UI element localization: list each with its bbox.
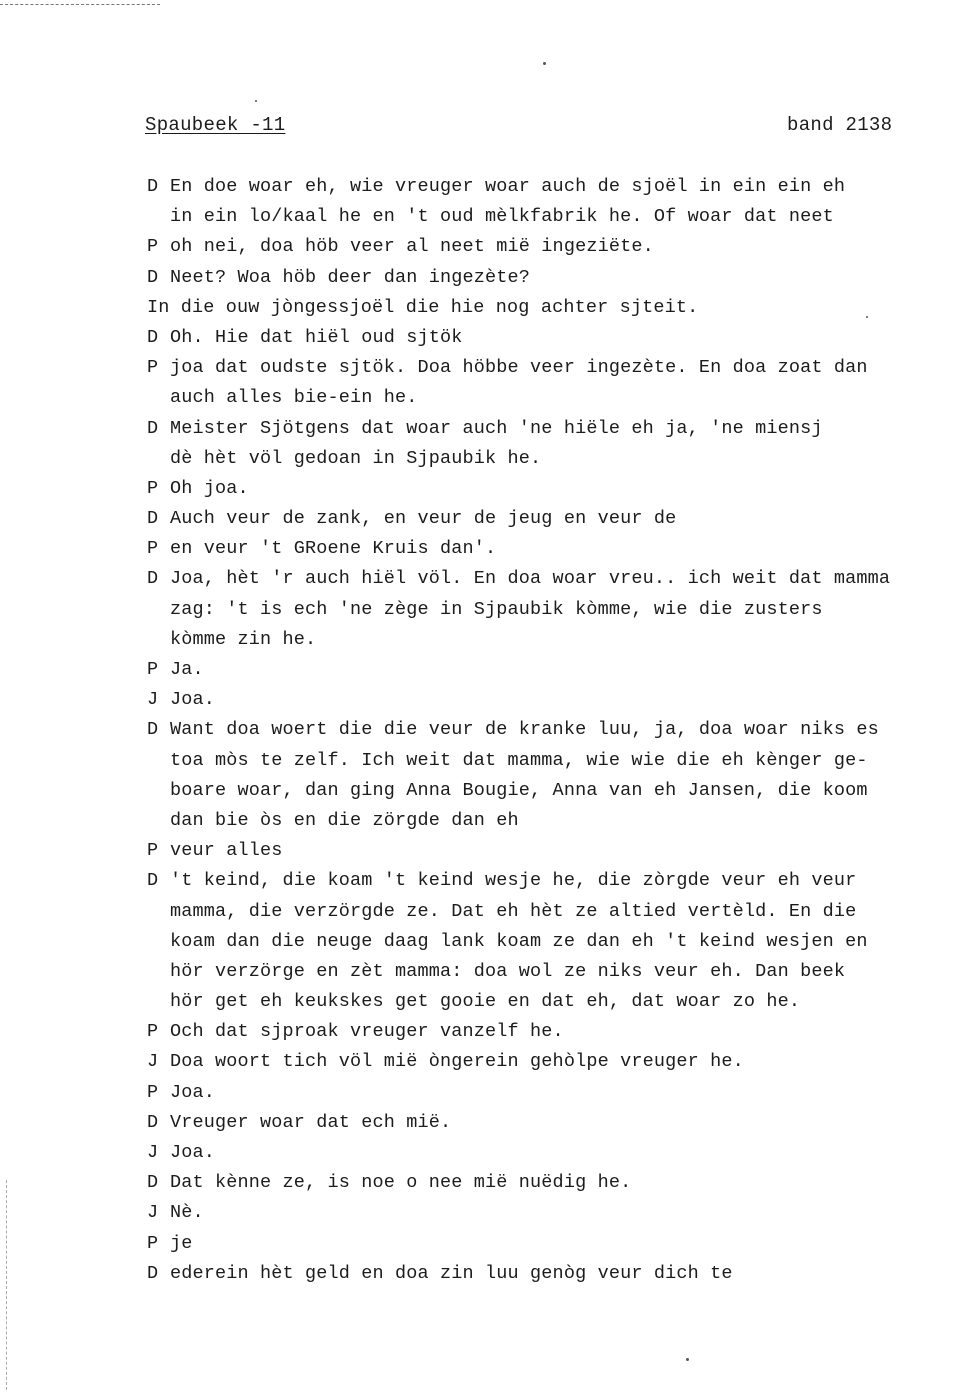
speaker-label: P [147,357,159,379]
speaker-label: P [147,236,159,258]
transcript-line [147,685,962,715]
speaker-label: J [147,1202,159,1224]
transcript-line [147,202,962,232]
utterance-text: Nè. [170,1202,204,1224]
transcript-body [147,172,962,1289]
transcript-line [147,776,962,806]
speaker-label: D [147,326,159,348]
speaker-label: D [147,508,159,530]
utterance-text: toa mòs te zelf. Ich weit dat mamma, wie wie die eh kènger ge- [170,749,868,771]
utterance-text: boare woar, dan ging Anna Bougie, Anna van eh Jansen, die koom [170,779,868,801]
transcript-line [147,534,962,564]
transcript-line [147,1078,962,1108]
speaker-label: D [147,417,159,439]
utterance-text: hör get eh keukskes get gooie en dat eh, dat woar zo he. [170,991,801,1013]
utterance-text: joa dat oudste sjtök. Doa höbbe veer ingezète. En doa zoat dan [170,357,868,379]
transcript-line [147,474,962,504]
utterance-text: kòmme zin he. [170,628,317,650]
utterance-text: Meister Sjötgens dat woar auch 'ne hiële eh ja, 'ne miensj [170,417,823,439]
transcript-line [147,1259,962,1289]
transcript-line [147,715,962,745]
utterance-text: hör verzörge en zèt mamma: doa wol ze niks veur eh. Dan beek [170,960,846,982]
transcript-line [147,957,962,987]
speaker-label: J [147,1051,159,1073]
utterance-text: 't keind, die koam 't keind wesje he, die zòrgde veur eh veur [170,870,857,892]
transcript-line [147,595,962,625]
transcript-line [147,927,962,957]
utterance-text: In die ouw jòngessjoël die hie nog achter sjteit. [147,296,699,318]
transcript-line [147,655,962,685]
transcript-line [147,836,962,866]
transcript-line [147,383,962,413]
speaker-label: P [147,1081,159,1103]
utterance-text: dan bie òs en die zörgde dan eh [170,809,519,831]
transcript-line [147,987,962,1017]
utterance-text: Joa. [170,1142,216,1163]
scan-speck [686,1358,689,1361]
speaker-label: D [147,176,159,197]
utterance-text: dè hèt völ gedoan in Sjpaubik he. [170,447,542,469]
transcript-line [147,564,962,594]
speaker-label: P [147,659,159,680]
speaker-label: D [147,870,159,892]
transcript-line [147,232,962,262]
utterance-text: Joa, hèt 'r auch hiël völ. En doa woar vreu.. ich weit dat mamma [170,568,891,590]
transcript-line [147,806,962,836]
speaker-label: D [147,719,159,741]
transcript-line [147,1168,962,1198]
scan-margin-marks [6,1180,7,1390]
utterance-text: koam dan die neuge daag lank koam ze dan eh 't keind wesjen en [170,930,868,952]
transcript-line [147,293,962,323]
speaker-label: D [147,1262,159,1284]
transcript-line [147,504,962,534]
utterance-text: Doa woort tich völ mië òngerein gehòlpe vreuger he. [170,1051,744,1073]
transcript-line [147,1198,962,1228]
speaker-label: J [147,1142,159,1163]
utterance-text: veur alles [170,840,283,862]
transcript-line [147,353,962,383]
utterance-text: mamma, die verzörgde ze. Dat eh hèt ze altied vertèld. En die [170,900,857,922]
utterance-text: En doe woar eh, wie vreuger woar auch de sjoël in ein ein eh [170,176,846,197]
transcript-line [147,323,962,353]
speaker-label: D [147,266,159,288]
transcript-line [147,1229,962,1259]
speaker-label: P [147,840,159,862]
speaker-label: P [147,1021,159,1043]
utterance-text: Want doa woert die die veur de kranke luu, ja, doa woar niks es [170,719,879,741]
scan-edge-marks [0,4,160,7]
speaker-label: P [147,538,159,560]
transcript-line [147,625,962,655]
transcript-line [147,897,962,927]
utterance-text: ederein hèt geld en doa zin luu genòg veur dich te [170,1262,733,1284]
speaker-label: D [147,568,159,590]
transcript-line [147,746,962,776]
utterance-text: Vreuger woar dat ech mië. [170,1111,452,1133]
utterance-text: Dat kènne ze, is noe o nee mië nuëdig he. [170,1172,632,1194]
transcript-line [147,1108,962,1138]
transcript-line [147,172,962,202]
speaker-label: D [147,1172,159,1194]
scan-speck [255,100,257,102]
utterance-text: Joa. [170,689,216,711]
transcript-line [147,263,962,293]
utterance-text: Och dat sjproak vreuger vanzelf he. [170,1021,564,1043]
utterance-text: Oh. Hie dat hiël oud sjtök [170,326,463,348]
transcript-line [147,444,962,474]
utterance-text: auch alles bie-ein he. [170,387,418,409]
utterance-text: oh nei, doa höb veer al neet mië ingeziëte. [170,236,654,258]
speaker-label: P [147,1232,159,1254]
transcript-line [147,1017,962,1047]
scan-speck [543,62,546,65]
utterance-text: Neet? Woa höb deer dan ingezète? [170,266,531,288]
utterance-text: Oh joa. [170,477,249,499]
speaker-label: J [147,689,159,711]
speaker-label: D [147,1111,159,1133]
transcript-line [147,414,962,444]
utterance-text: je [170,1232,193,1254]
document-reference: Spaubeek -11 [145,114,286,136]
utterance-text: Ja. [170,659,204,680]
utterance-text: en veur 't GRoene Kruis dan'. [170,538,497,560]
utterance-text: zag: 't is ech 'ne zège in Sjpaubik kòmme, wie die zusters [170,598,823,620]
utterance-text: Joa. [170,1081,216,1103]
utterance-text: Auch veur de zank, en veur de jeug en veur de [170,508,677,530]
utterance-text: in ein lo/kaal he en 't oud mèlkfabrik he. Of woar dat neet [170,206,834,228]
transcript-line [147,1047,962,1077]
transcript-line [147,1138,962,1168]
tape-number: band 2138 [787,114,893,136]
transcript-line [147,866,962,896]
speaker-label: P [147,477,159,499]
